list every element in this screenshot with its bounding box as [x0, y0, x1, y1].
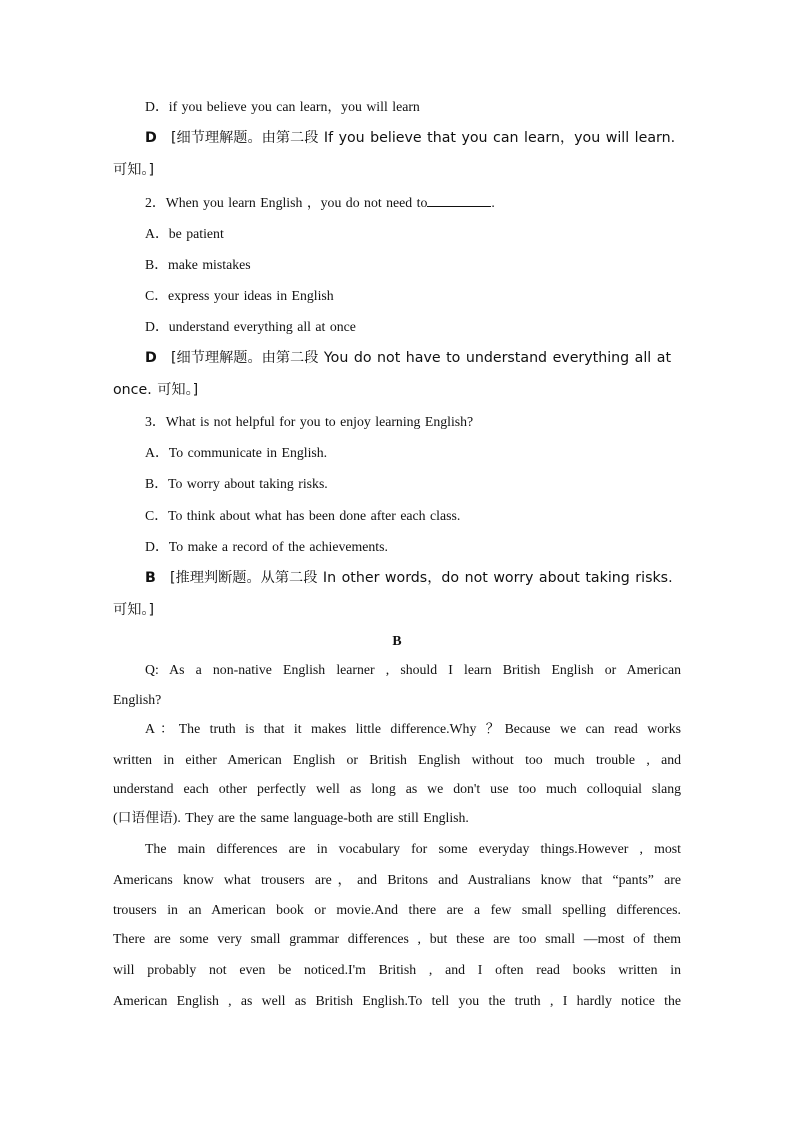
passage-line: (口语俚语). They are the same language-both are still English. [113, 810, 469, 825]
q3-answer-letter: B [145, 570, 156, 586]
q2-answer-text: [细节理解题。由第二段 You do not have to understand everything all at [156, 350, 672, 366]
passage-line: Q: As a non-native English learner , should I learn British English or American [145, 662, 681, 677]
passage-line: Americans know what trousers are，and Britons and Australians know that “pants” are [113, 872, 681, 887]
q2-answer-explanation-cont: once. 可知。] [113, 382, 199, 398]
passage-line: English? [113, 692, 162, 707]
passage-line: written in either American English or British English without too much trouble , and [113, 752, 681, 767]
q3-answer-explanation [145, 569, 713, 587]
q2-stem-end: . [491, 195, 495, 210]
q2-answer-blank [427, 194, 491, 207]
q3-option-b: B．To worry about taking risks. [145, 476, 328, 491]
q2-option-c: C．express your ideas in English [145, 288, 334, 303]
q3-option-c: C．To think about what has been done after each class. [145, 508, 461, 523]
q1-option-d: D．if you believe you can learn，you will learn [145, 99, 420, 114]
q3-answer-text: [推理判断题。从第二段 In other words，do not worry about taking risks. [155, 570, 673, 586]
passage-line: A：The truth is that it makes little difference.Why ？Because we can read works [145, 721, 681, 736]
passage-line: American English , as well as British English.To tell you the truth , I hardly notice the [113, 993, 681, 1008]
q2-answer-letter: D [145, 350, 157, 366]
passage-line: There are some very small grammar differences , but these are too small —most of them [113, 931, 681, 946]
q2-stem [145, 194, 713, 212]
passage-line: The main differences are in vocabulary for some everyday things.However , most [145, 841, 681, 856]
q1-answer-explanation-cont: 可知。] [113, 162, 154, 178]
q2-option-b: B．make mistakes [145, 257, 251, 272]
q3-option-d: D．To make a record of the achievements. [145, 539, 388, 554]
q3-stem: 3．What is not helpful for you to enjoy learning English? [145, 414, 474, 429]
passage-line: will probably not even be noticed.I'm British , and I often read books written in [113, 962, 681, 977]
q3-answer-explanation-cont: 可知。] [113, 602, 154, 618]
q1-answer-text: [细节理解题。由第二段 If you believe that you can learn，you will learn. [156, 130, 676, 146]
passage-line: trousers in an American book or movie.And there are a few small spelling differences. [113, 902, 681, 917]
q2-answer-explanation [145, 349, 713, 367]
section-b-heading: B [392, 633, 402, 648]
q3-option-a: A．To communicate in English. [145, 445, 328, 460]
q2-option-a: A．be patient [145, 226, 224, 241]
passage-line: understand each other perfectly well as long as we don't use too much colloquial slang [113, 781, 681, 796]
q1-answer-letter: D [145, 130, 157, 146]
q2-stem-text: 2．When you learn English ，you do not need to [145, 195, 428, 210]
q2-option-d: D．understand everything all at once [145, 319, 356, 334]
q1-answer-explanation [145, 129, 713, 147]
